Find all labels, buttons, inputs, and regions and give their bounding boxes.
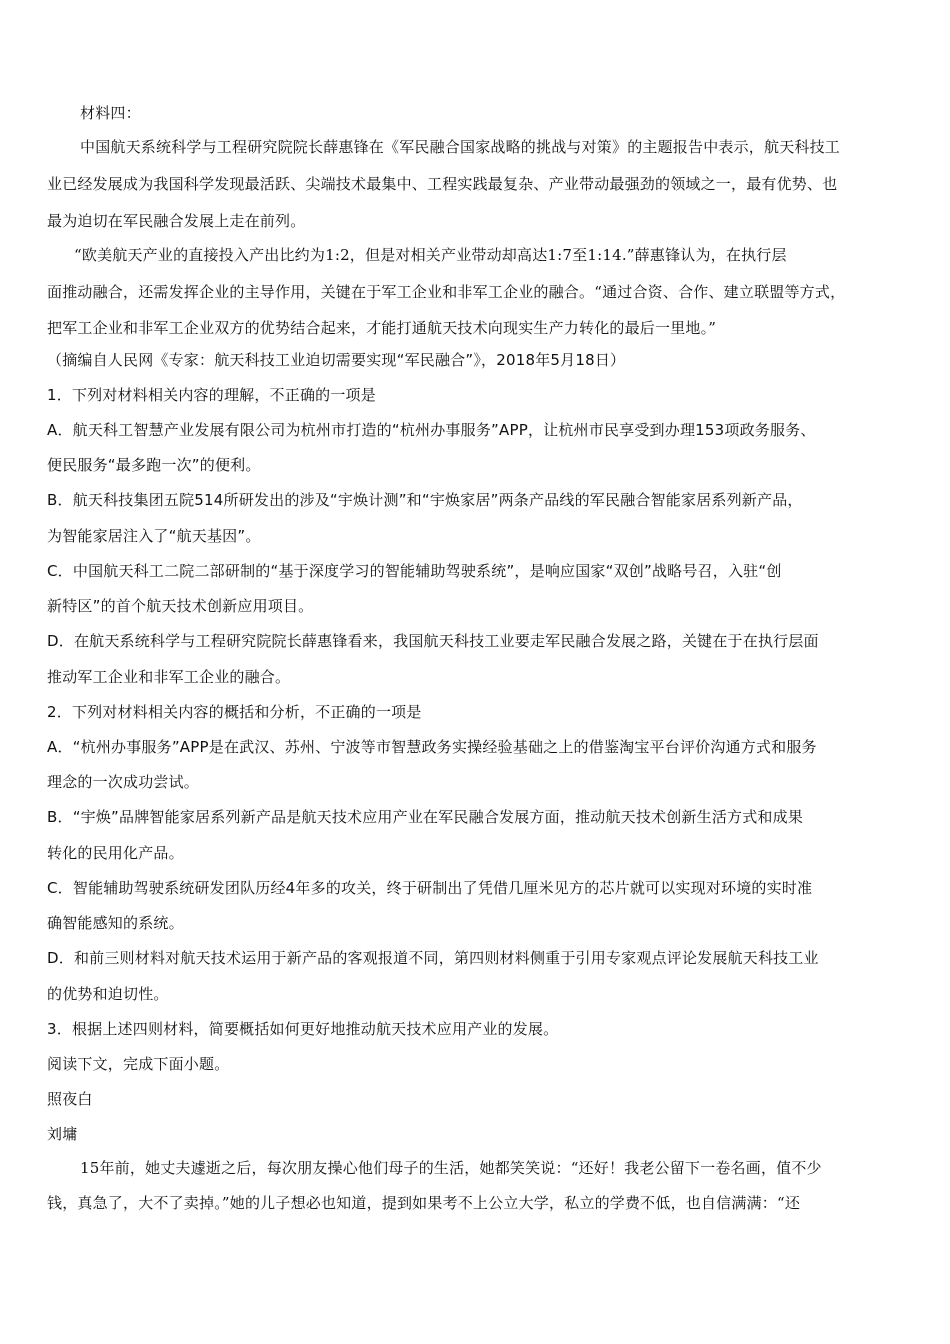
material4-source: （摘编自人民网《专家：航天科技工业迫切需要实现“军民融合”》，2018年5月18日）	[47, 351, 626, 369]
q2-option-c-line1: C．智能辅助驾驶系统研发团队历经4年多的攻关，终于研制出了凭借几厘米见方的芯片就可以实现对环境的实时准	[47, 879, 813, 897]
q2-option-d-line2: 的优势和迫切性。	[47, 985, 169, 1003]
q1-option-c-line2: 新特区”的首个航天技术创新应用项目。	[47, 597, 314, 615]
material4-para2-line3: 把军工企业和非军工企业双方的优势结合起来，才能打通航天技术向现实生产力转化的最后一里地。”	[47, 319, 717, 337]
material4-para1-line2: 业已经发展成为我国科学发现最活跃、尖端技术最集中、工程实践最复杂、产业带动最强劲的领域之一，最有优势、也	[47, 175, 838, 193]
reading-para1-line1: 15年前，她丈夫遽逝之后，每次朋友操心他们母子的生活，她都笑笑说：“还好！我老公留下一卷名画，值不少	[80, 1159, 822, 1177]
q3-stem: 3．根据上述四则材料，简要概括如何更好地推动航天技术应用产业的发展。	[47, 1020, 559, 1038]
q2-option-b-line1: B．“宇焕”品牌智能家居系列新产品是航天技术应用产业在军民融合发展方面，推动航天技术创新生活方式和成果	[47, 808, 804, 826]
q1-option-b-line2: 为智能家居注入了“航天基因”。	[47, 527, 261, 545]
material4-para1-line3: 最为迫切在军民融合发展上走在前列。	[47, 212, 306, 230]
q1-option-a-line2: 便民服务“最多跑一次”的便利。	[47, 456, 261, 474]
q2-option-d-line1: D．和前三则材料对航天技术运用于新产品的客观报道不同，第四则材料侧重于引用专家观点评论发展航天科技工业	[47, 949, 819, 967]
q1-option-c-line1: C．中国航天科工二院二部研制的“基于深度学习的智能辅助驾驶系统”，是响应国家“双创”战略号召，入驻“创	[47, 562, 782, 580]
q1-stem: 1．下列对材料相关内容的理解，不正确的一项是	[47, 386, 376, 404]
q2-option-a-line2: 理念的一次成功尝试。	[47, 773, 200, 791]
material4-heading: 材料四：	[80, 104, 141, 122]
reading-para1-line2: 钱，真急了，大不了卖掉。”她的儿子想必也知道，提到如果考不上公立大学，私立的学费不低，也自信满满：“还	[47, 1194, 801, 1212]
q1-option-d-line2: 推动军工企业和非军工企业的融合。	[47, 668, 291, 686]
q2-option-c-line2: 确智能感知的系统。	[47, 914, 184, 932]
reading-author: 刘墉	[47, 1125, 78, 1143]
reading-title: 照夜白	[47, 1090, 93, 1108]
material4-para2-line2: 面推动融合，还需发挥企业的主导作用，关键在于军工企业和非军工企业的融合。“通过合资、合作、建立联盟等方式，	[47, 283, 846, 301]
q2-option-b-line2: 转化的民用化产品。	[47, 844, 184, 862]
material4-para2-line1: “欧美航天产业的直接投入产出比约为1:2，但是对相关产业带动却高达1:7至1:14.”薛惠锋认为，在执行层	[74, 246, 787, 264]
q2-option-a-line1: A．“杭州办事服务”APP是在武汉、苏州、宁波等市智慧政务实操经验基础之上的借鉴淘宝平台评价沟通方式和服务	[47, 738, 817, 756]
q1-option-b-line1: B．航天科技集团五院514所研发出的涉及“宇焕计测”和“宇焕家居”两条产品线的军民融合智能家居系列新产品，	[47, 491, 803, 509]
reading-intro: 阅读下文，完成下面小题。	[47, 1055, 230, 1073]
q1-option-d-line1: D．在航天系统科学与工程研究院院长薛惠锋看来，我国航天科技工业要走军民融合发展之路，关键在于在执行层面	[47, 632, 819, 650]
q1-option-a-line1: A．航天科工智慧产业发展有限公司为杭州市打造的“杭州办事服务”APP，让杭州市民享受到办理153项政务服务、	[47, 421, 816, 439]
material4-para1-line1: 中国航天系统科学与工程研究院院长薛惠锋在《军民融合国家战略的挑战与对策》的主题报告中表示，航天科技工	[80, 138, 841, 156]
q2-stem: 2．下列对材料相关内容的概括和分析，不正确的一项是	[47, 703, 422, 721]
